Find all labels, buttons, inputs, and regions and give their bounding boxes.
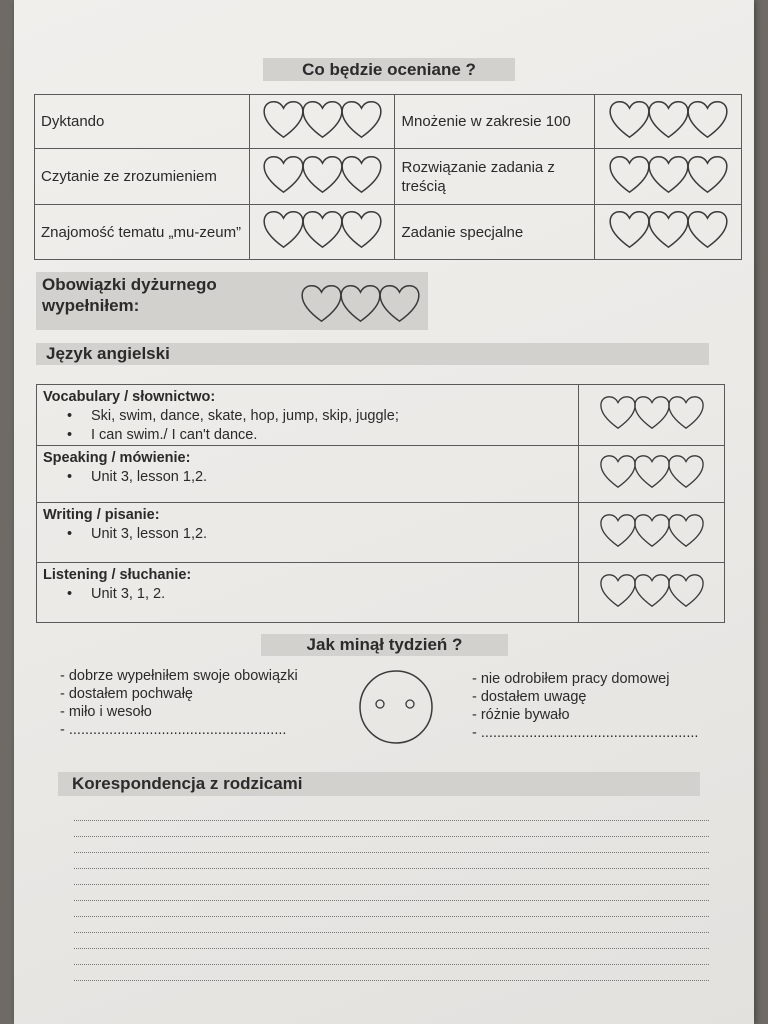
heart-icon[interactable]: [686, 153, 729, 197]
heart-icon[interactable]: [608, 153, 651, 197]
grading-item-reading: Czytanie ze zrozumieniem: [35, 149, 250, 205]
heart-icon[interactable]: [262, 208, 305, 252]
grading-item-dictation: Dyktando: [35, 95, 250, 149]
correspondence-title-text: Korespondencja z rodzicami: [72, 774, 303, 793]
vocabulary-title: Vocabulary / słownictwo:: [43, 389, 216, 405]
heart-icon[interactable]: [301, 98, 344, 142]
heart-icon[interactable]: [599, 511, 637, 551]
heart-icon[interactable]: [301, 208, 344, 252]
english-writing: [37, 503, 579, 563]
heart-icon[interactable]: [300, 282, 343, 326]
heart-icon[interactable]: [647, 153, 690, 197]
heart-icon[interactable]: [599, 571, 637, 611]
speaking-title: Speaking / mówienie:: [43, 450, 191, 466]
english-title-text: Język angielski: [46, 344, 170, 363]
heart-icon[interactable]: [340, 98, 383, 142]
face-icon: [356, 668, 436, 748]
english-listening: [37, 563, 579, 623]
heart-icon[interactable]: [633, 393, 671, 433]
worksheet-page: [14, 0, 754, 1024]
hearts-speaking[interactable]: [579, 446, 725, 503]
week-title: [261, 634, 508, 656]
heart-icon[interactable]: [686, 208, 729, 252]
hearts-duty[interactable]: [300, 282, 421, 326]
listening-title: Listening / słuchanie:: [43, 567, 192, 583]
hearts-word-problem[interactable]: [595, 149, 742, 205]
heart-icon[interactable]: [340, 153, 383, 197]
hearts-multiplication[interactable]: [595, 95, 742, 149]
heart-icon[interactable]: [340, 208, 383, 252]
hearts-vocabulary[interactable]: [579, 385, 725, 446]
correspondence-title: [58, 772, 700, 796]
grading-item-special: Zadanie specjalne: [395, 205, 595, 260]
week-negative-list: [472, 670, 712, 742]
week-negative-blank[interactable]: - ......................................................: [472, 725, 699, 741]
hearts-special[interactable]: [595, 205, 742, 260]
writing-item: • Unit 3, lesson 1,2.: [67, 525, 572, 544]
heart-icon[interactable]: [262, 153, 305, 197]
heart-icon[interactable]: [608, 98, 651, 142]
week-title-text: Jak minął tydzień ?: [306, 635, 463, 654]
heart-icon[interactable]: [647, 98, 690, 142]
heart-icon[interactable]: [667, 511, 705, 551]
english-table: [36, 384, 725, 623]
duty-title: Obowiązki dyżurnego wypełniłem:: [42, 275, 217, 315]
heart-icon[interactable]: [633, 452, 671, 492]
heart-icon[interactable]: [301, 153, 344, 197]
week-positive-item: - dostałem pochwałę: [60, 686, 193, 702]
grading-item-word-problem: Rozwiązanie zadania z treścią: [395, 149, 595, 205]
heart-icon[interactable]: [633, 511, 671, 551]
heart-icon[interactable]: [667, 452, 705, 492]
grading-item-multiplication: Mnożenie w zakresie 100: [395, 95, 595, 149]
english-title: [36, 343, 709, 365]
hearts-writing[interactable]: [579, 503, 725, 563]
heart-icon[interactable]: [667, 571, 705, 611]
week-positive-blank[interactable]: - ......................................................: [60, 722, 287, 738]
week-negative-item: - różnie bywało: [472, 707, 570, 723]
week-negative-item: - dostałem uwagę: [472, 689, 587, 705]
heart-icon[interactable]: [633, 571, 671, 611]
hearts-listening[interactable]: [579, 563, 725, 623]
week-positive-item: - miło i wesoło: [60, 704, 152, 720]
heart-icon[interactable]: [608, 208, 651, 252]
hearts-reading[interactable]: [249, 149, 395, 205]
week-positive-item: - dobrze wypełniłem swoje obowiązki: [60, 668, 298, 684]
heart-icon[interactable]: [599, 393, 637, 433]
heart-icon[interactable]: [647, 208, 690, 252]
hearts-dictation[interactable]: [249, 95, 395, 149]
heart-icon[interactable]: [599, 452, 637, 492]
heart-icon[interactable]: [339, 282, 382, 326]
week-positive-list: [60, 667, 350, 739]
speaking-item: • Unit 3, lesson 1,2.: [67, 468, 572, 487]
vocabulary-item: • Ski, swim, dance, skate, hop, jump, skip, juggle;: [67, 407, 572, 426]
heart-icon[interactable]: [667, 393, 705, 433]
grading-table: [34, 94, 742, 260]
week-negative-item: - nie odrobiłem pracy domowej: [472, 671, 670, 687]
heart-icon[interactable]: [378, 282, 421, 326]
vocabulary-item: • I can swim./ I can't dance.: [67, 426, 572, 445]
hearts-museum[interactable]: [249, 205, 395, 260]
writing-title: Writing / pisanie:: [43, 507, 160, 523]
english-speaking: [37, 446, 579, 503]
grading-title-text: Co będzie oceniane ?: [302, 59, 476, 79]
english-vocabulary: [37, 385, 579, 446]
grading-title: [263, 58, 515, 81]
listening-item: • Unit 3, 1, 2.: [67, 585, 572, 604]
heart-icon[interactable]: [686, 98, 729, 142]
grading-item-museum: Znajomość tematu „mu-zeum”: [35, 205, 250, 260]
heart-icon[interactable]: [262, 98, 305, 142]
